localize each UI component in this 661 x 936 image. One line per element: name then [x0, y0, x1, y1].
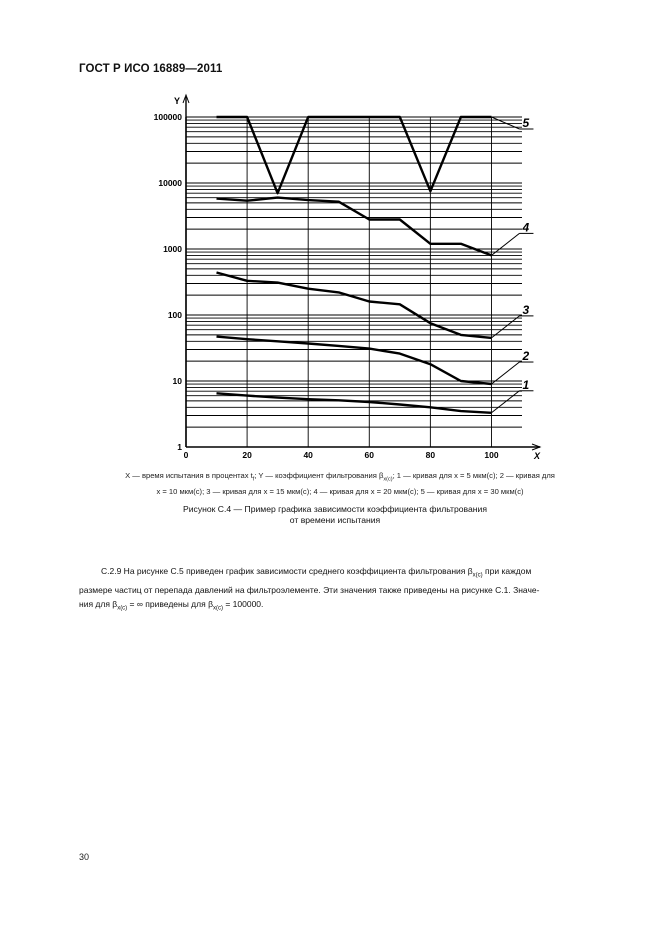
page-number: 30 — [79, 852, 90, 862]
p1-d: = ∞ приведены для β — [127, 598, 213, 609]
x-tick-label: 0 — [183, 450, 189, 460]
x-tick-label: 80 — [425, 450, 436, 460]
notes-line1-mid: ; Y — коэффициент фильтрования β — [254, 471, 384, 480]
series-line-1 — [217, 393, 492, 413]
x-tick-label: 60 — [364, 450, 375, 460]
notes-line1-sub2: x(c) — [383, 476, 393, 483]
x-tick-label: 100 — [484, 450, 499, 460]
y-tick-label: 100 — [167, 310, 182, 320]
y-tick-label: 1000 — [163, 244, 182, 254]
y-tick-label: 1 — [177, 442, 182, 452]
x-axis-label: X — [534, 451, 541, 461]
series-line-3 — [217, 273, 492, 338]
y-tick-label: 10 — [172, 376, 182, 386]
notes-line1-sub: f — [252, 476, 255, 483]
y-tick-label: 10000 — [158, 178, 182, 188]
document-header: ГОСТ Р ИСО 16889—2011 — [79, 63, 223, 75]
series-label-5: 5 — [522, 116, 530, 130]
y-axis-label: Y — [174, 96, 181, 106]
notes-line2: x = 10 мкм(с); 3 — кривая для x = 15 мкм(с); 4 — кривая для x = 20 мкм(с); 5 — кривая для x = 30 мкм(с) — [156, 486, 524, 496]
p1-sub1: x(c) — [472, 572, 483, 579]
p1-e: = 100000. — [222, 598, 264, 609]
figure-title-line2: от времени испытания — [289, 515, 381, 525]
p1-a: С.2.9 На рисунке С.5 приведен график зависимости среднего коэффициента фильтрования β — [101, 566, 473, 576]
series-line-4 — [217, 198, 492, 256]
notes-line1-pre: X — время испытания в процентах t — [125, 471, 253, 480]
figure-title-line1: Рисунок С.4 — Пример графика зависимости коэффициента фильтрования — [183, 504, 487, 514]
x-tick-label: 40 — [303, 450, 313, 460]
series-label-3: 3 — [522, 302, 530, 317]
leader-line-1 — [491, 391, 519, 413]
p1-c: ния для β — [79, 598, 118, 609]
figure-legend-notes — [70, 470, 610, 498]
p1-sub2: x(c) — [117, 605, 128, 612]
p1-line2: размере частиц от перепада давлений на фильтроэлементе. Эти значения также приведены на рисунке С.1. Значе- — [79, 584, 540, 595]
series-label-2: 2 — [522, 349, 530, 364]
figure-title — [70, 504, 600, 526]
body-paragraph — [79, 564, 601, 615]
x-tick-label: 20 — [242, 450, 252, 460]
p1-sub3: x(c) — [212, 605, 223, 612]
series-line-2 — [217, 337, 492, 384]
y-tick-label: 100000 — [153, 112, 182, 122]
series-label-4: 4 — [522, 220, 530, 235]
p1-b: при каждом — [482, 566, 532, 576]
series-line-5 — [217, 117, 492, 193]
series-label-1: 1 — [522, 377, 530, 392]
notes-line1-post: ; 1 — кривая для x = 5 мкм(с); 2 — кривая для — [392, 471, 555, 480]
